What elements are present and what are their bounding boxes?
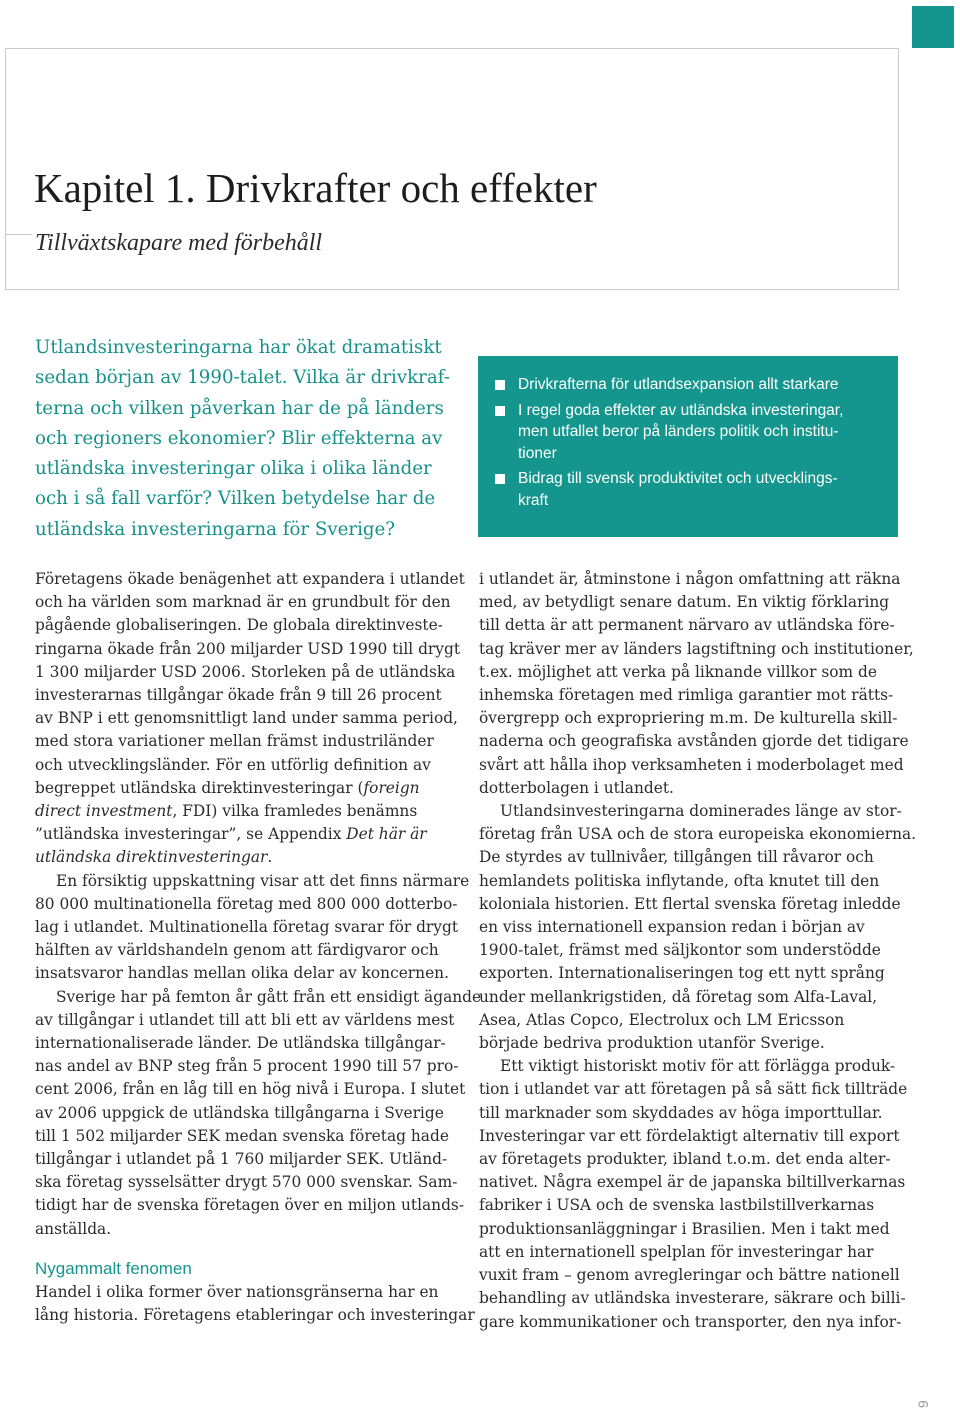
body-line: till marknader som skyddades av höga importtullar. <box>479 1103 883 1122</box>
body-line: började bedriva produktion utanför Sverige. <box>479 1034 825 1053</box>
body-line: av 2006 uppgick de utländska tillgångarna i Sverige <box>35 1103 444 1122</box>
body-line: med, av betydligt senare datum. En viktig förklaring <box>479 593 890 612</box>
intro-line: Utlandsinvesteringarna har ökat dramatiskt <box>35 337 442 358</box>
body-text: begreppet utländska direktinvesteringar ( <box>35 778 364 797</box>
body-line: tidigt har de svenska företagen över en miljon utlands- <box>35 1196 465 1215</box>
intro-line: och regioners ekonomier? Blir effekterna av <box>35 427 443 449</box>
body-line: Asea, Atlas Copco, Electrolux och LM Ericsson <box>479 1010 845 1029</box>
right-text-column <box>479 568 917 1334</box>
body-line: exporten. Internationaliseringen tog ett nytt språng <box>479 964 885 983</box>
frame-tick <box>6 234 32 235</box>
body-line <box>35 777 460 800</box>
body-line: tag kräver mer av länders lagstiftning och institutioner, <box>479 639 914 658</box>
key-point-line: I regel goda effekter av utländska investeringar, <box>518 401 844 419</box>
body-line: och utvecklingsländer. För en utförlig definition av <box>35 755 431 774</box>
body-line: pågående globaliseringen. De globala direktinveste- <box>35 616 443 635</box>
key-point-line: tioner <box>518 444 557 462</box>
key-points-list <box>495 374 882 511</box>
body-line: av BNP i ett genomsnittligt land under samma period, <box>35 709 458 728</box>
body-line: En försiktig uppskattning visar att det finns närmare <box>56 871 470 890</box>
body-text: ”utländska investeringar”, se Appendix <box>35 825 347 844</box>
body-line: lag i utlandet. Multinationella företag svarar för drygt <box>35 918 459 937</box>
body-line: tillgångar i utlandet på 1 760 miljarder SEK. Utländ- <box>35 1150 448 1169</box>
key-point-line: Bidrag till svensk produktivitet och utvecklings- <box>518 470 838 487</box>
key-points-box <box>478 356 898 537</box>
page-number: 9 <box>915 1400 931 1408</box>
body-line: produktionsanläggningar i Brasilien. Men i takt med <box>479 1219 890 1238</box>
body-line: under mellankrigstiden, då företag som Alfa-Laval, <box>479 987 878 1006</box>
body-line: ska företag sysselsätter drygt 570 000 svenskar. Sam- <box>35 1173 458 1192</box>
italic-term: foreign <box>363 778 420 797</box>
body-line: Sverige har på femton år gått från ett ensidigt ägande <box>56 987 482 1006</box>
body-line: cent 2006, från en låg till en hög nivå i Europa. I slutet <box>35 1080 466 1099</box>
body-line: anställda. <box>35 1219 112 1238</box>
body-text: , FDI) vilka framledes benämns <box>172 802 418 821</box>
body-line: till detta är att permanent närvaro av utländska före- <box>479 616 895 635</box>
body-line: att en internationell spelplan för investeringar har <box>479 1242 874 1261</box>
body-line: koloniala historien. Ett flertal svenska företag inledde <box>479 894 901 913</box>
body-line: inhemska företagen med rimliga garantier mot rätts- <box>479 686 894 705</box>
body-line: och ha världen som marknad är en grundbult för den <box>35 593 451 612</box>
body-line: nativet. Några exempel är de japanska biltillverkarnas <box>479 1173 906 1192</box>
body-line: övergrepp och expropriering m.m. De kulturella skill- <box>479 709 898 728</box>
chapter-subtitle: Tillväxtskapare med förbehåll <box>35 230 323 256</box>
key-point-item <box>495 400 882 465</box>
italic-term: direct investment <box>35 802 173 821</box>
body-line: en viss internationell expansion redan i början av <box>479 918 865 937</box>
body-line: De styrdes av tullnivåer, tillgången till råvaror och <box>479 848 874 867</box>
body-line: insatsvaror handlas mellan olika delar av koncernen. <box>35 964 449 983</box>
body-line: av tillgångar i utlandet till att bli ett av världens mest <box>35 1010 455 1029</box>
body-line: hemlandets politiska inflytande, ofta knutet till den <box>479 871 880 890</box>
body-line: 80 000 multinationella företag med 800 000 dotterbo- <box>35 894 458 913</box>
square-bullet-icon <box>495 474 505 484</box>
corner-accent-square <box>912 6 954 48</box>
body-line: t.ex. möjlighet att verka på liknande villkor som de <box>479 662 877 681</box>
intro-line: terna och vilken påverkan har de på länders <box>35 397 444 419</box>
key-point-line: Drivkrafterna för utlandsexpansion allt starkare <box>518 376 839 393</box>
body-line <box>35 800 460 823</box>
body-line: med stora variationer mellan främst industriländer <box>35 732 434 751</box>
body-line: i utlandet är, åtminstone i någon omfattning att räkna <box>479 570 901 588</box>
body-line: fabriker i USA och de svenska lastbilstillverkarnas <box>479 1196 875 1215</box>
section-heading: Nygammalt fenomen <box>35 1258 192 1278</box>
body-line: behandling av utländska investerare, säkrare och billi- <box>479 1289 906 1308</box>
key-point-item <box>495 374 882 396</box>
body-line: Utlandsinvesteringarna dominerades länge av stor- <box>500 802 902 821</box>
body-line: 1 300 miljarder USD 2006. Storleken på de utländska <box>35 662 456 681</box>
intro-line: utländska investeringar olika i olika länder <box>35 458 432 480</box>
body-line: hälften av världshandeln genom att färdigvaror och <box>35 941 439 960</box>
chapter-title: Kapitel 1. Drivkrafter och effekter <box>34 165 597 211</box>
body-line: nas andel av BNP steg från 5 procent 1990 till 57 pro- <box>35 1057 459 1076</box>
intro-line: sedan början av 1990-talet. Vilka är drivkraf- <box>35 367 450 389</box>
body-line: företag från USA och de stora europeiska ekonomierna. <box>479 825 917 844</box>
italic-appendix-title: Det här är <box>346 825 427 844</box>
body-line <box>35 846 460 869</box>
body-line: internationaliserade länder. De utländska tillgångar- <box>35 1034 446 1053</box>
body-text: . <box>267 848 273 867</box>
body-line: investerarnas tillgångar ökade från 9 till 26 procent <box>35 686 442 705</box>
body-line: lång historia. Företagens etableringar och investeringar <box>35 1306 475 1325</box>
key-point-line: kraft <box>518 491 549 509</box>
body-line: Investeringar var ett fördelaktigt alternativ till export <box>479 1126 900 1145</box>
body-line <box>35 823 460 846</box>
body-line: Ett viktigt historiskt motiv för att förlägga produk- <box>500 1057 896 1076</box>
body-line: vuxit fram – genom avregleringar och bättre nationell <box>479 1266 900 1285</box>
body-line: gare kommunikationer och transporter, den nya infor- <box>479 1312 902 1331</box>
body-line: svårt att hålla ihop verksamheten i moderbolaget med <box>479 755 904 774</box>
key-point-item <box>495 468 882 511</box>
body-line: ringarna ökade från 200 miljarder USD 1990 till drygt <box>35 639 461 658</box>
body-line: dotterbolagen i utlandet. <box>479 778 674 797</box>
body-line: Företagens ökade benägenhet att expandera i utlandet <box>35 570 465 588</box>
body-line: till 1 502 miljarder SEK medan svenska företag hade <box>35 1126 449 1145</box>
body-line: Handel i olika former över nationsgränserna har en <box>35 1282 439 1301</box>
intro-line: utländska investeringarna för Sverige? <box>35 518 396 540</box>
body-line: naderna och geografiska avstånden gjorde det tidigare <box>479 732 909 751</box>
body-line: tion i utlandet var att företagen på så sätt fick tillträde <box>479 1080 908 1099</box>
body-line: 1900-talet, främst med säljkontor som understödde <box>479 941 881 960</box>
italic-appendix-title: utländska direktinvesteringar <box>35 848 268 867</box>
intro-line: och i så fall varför? Vilken betydelse har de <box>35 488 436 510</box>
intro-paragraph <box>35 333 475 545</box>
body-line: av företagets produkter, ibland t.o.m. det enda alter- <box>479 1150 891 1169</box>
key-point-line: men utfallet beror på länders politik och institu- <box>518 423 839 440</box>
square-bullet-icon <box>495 406 505 416</box>
left-text-column <box>35 568 482 1327</box>
square-bullet-icon <box>495 380 505 390</box>
